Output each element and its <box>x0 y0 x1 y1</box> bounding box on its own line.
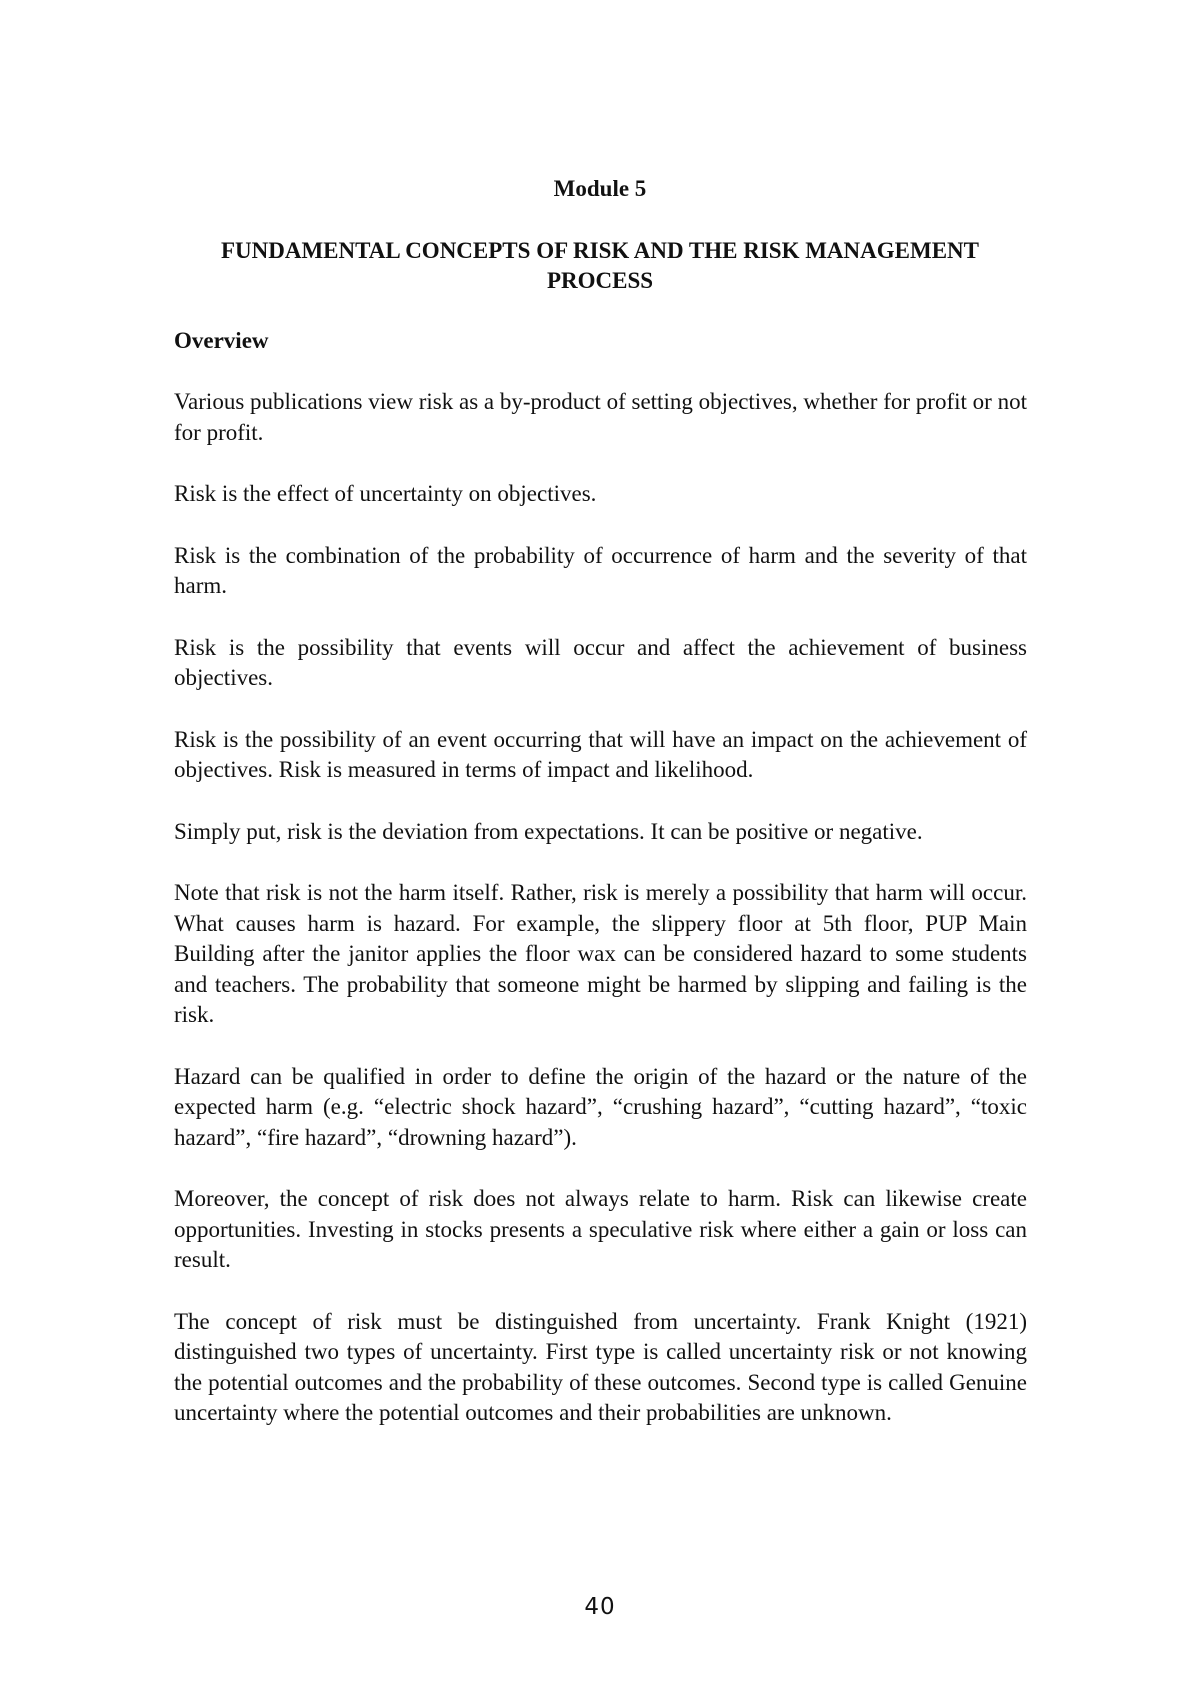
paragraph: Risk is the possibility of an event occurring that will have an impact on the achievement of objectives. Risk is measured in terms of impact and likelihood. <box>174 726 1027 782</box>
paragraph: Risk is the combination of the probability of occurrence of harm and the severity of that harm. <box>174 542 1027 598</box>
body-text <box>174 387 1027 1460</box>
paragraph: Simply put, risk is the deviation from expectations. It can be positive or negative. <box>174 818 923 844</box>
paragraph: Hazard can be qualified in order to define the origin of the hazard or the nature of the expected harm (e.g. “electric shock hazard”, “crushing hazard”, “cutting hazard”, “toxic hazard”, “fire hazard”, “drowning hazard”). <box>174 1063 1027 1150</box>
paragraph: The concept of risk must be distinguished from uncertainty. Frank Knight (1921) distinguished two types of uncertainty. First type is called uncertainty risk or not knowing the potential outcomes and the probability of these outcomes. Second type is called Genuine uncertainty where the potential outcomes and their probabilities are unknown. <box>174 1308 1027 1425</box>
section-heading: Overview <box>174 328 269 353</box>
paragraph: Moreover, the concept of risk does not always relate to harm. Risk can likewise create opportunities. Investing in stocks presents a speculative risk where either a gain or loss can result. <box>174 1186 1027 1272</box>
paragraph: Note that risk is not the harm itself. Rather, risk is merely a possibility that harm will occur. What causes harm is hazard. For example, the slippery floor at 5th floor, PUP Main Building after the janitor applies the floor wax can be considered hazard to some students and teachers. The probability that someone might be harmed by slipping and failing is the risk. <box>174 880 1027 1027</box>
paragraph: Risk is the possibility that events will occur and affect the achievement of business objectives. <box>174 634 1027 690</box>
chapter-title: FUNDAMENTAL CONCEPTS OF RISK AND THE RISK MANAGEMENT PROCESS <box>220 238 979 293</box>
paragraph: Various publications view risk as a by-product of setting objectives, whether for profit or not for profit. <box>174 389 1027 445</box>
page-number: 40 <box>584 1594 616 1620</box>
module-label: Module 5 <box>553 176 647 201</box>
paragraph: Risk is the effect of uncertainty on objectives. <box>174 481 597 506</box>
